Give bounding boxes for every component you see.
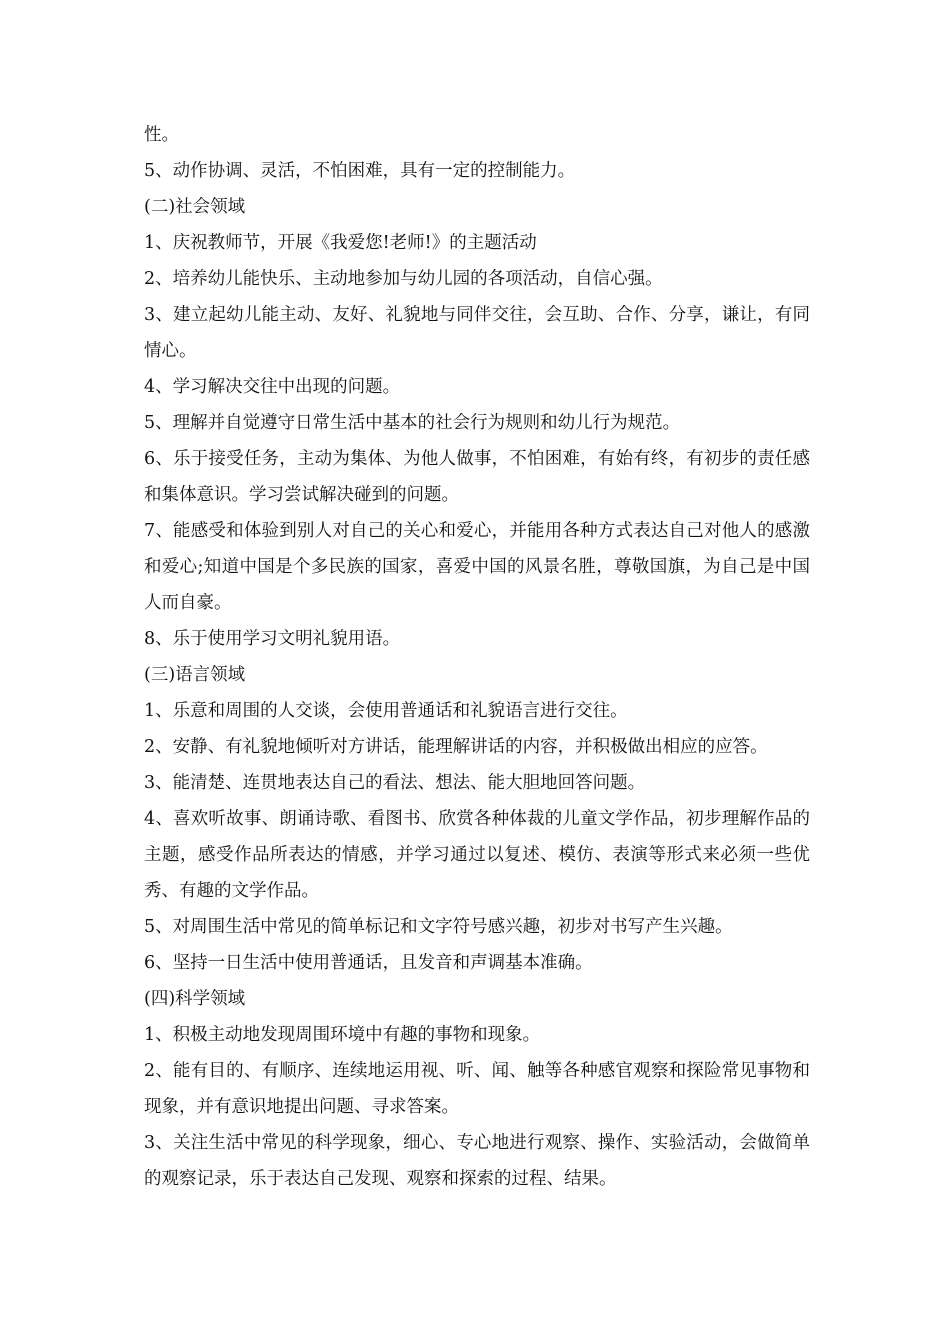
paragraph-item: 1、乐意和周围的人交谈，会使用普通话和礼貌语言进行交往。 [144,701,628,721]
paragraph-item: 7、能感受和体验到别人对自己的关心和爱心，并能用各种方式表达自己对他人的感激和爱心;知道中国是个多民族的国家，喜爱中国的风景名胜，尊敬国旗，为自己是中国人而自豪。 [144,521,810,613]
paragraph-item: 3、关注生活中常见的科学现象，细心、专心地进行观察、操作、实验活动，会做简单的观察记录，乐于表达自己发现、观察和探索的过程、结果。 [144,1133,810,1189]
document-body [144,117,810,1197]
paragraph-item: 3、能清楚、连贯地表达自己的看法、想法、能大胆地回答问题。 [144,773,646,793]
section-heading-language: (三)语言领域 [144,665,246,685]
section-heading-science: (四)科学领域 [144,989,246,1009]
paragraph-item: 5、动作协调、灵活，不怕困难，具有一定的控制能力。 [144,161,576,181]
paragraph-item: 2、能有目的、有顺序、连续地运用视、听、闻、触等各种感官观察和探险常见事物和现象，并有意识地提出问题、寻求答案。 [144,1061,810,1117]
paragraph-item: 2、安静、有礼貌地倾听对方讲话，能理解讲话的内容，并积极做出相应的应答。 [144,737,768,757]
paragraph-item: 6、坚持一日生活中使用普通话，且发音和声调基本准确。 [144,953,593,973]
section-heading-social: (二)社会领域 [144,197,246,217]
paragraph-item: 3、建立起幼儿能主动、友好、礼貌地与同伴交往，会互助、合作、分享，谦让，有同情心。 [144,305,810,361]
paragraph-item: 2、培养幼儿能快乐、主动地参加与幼儿园的各项活动，自信心强。 [144,269,663,289]
paragraph-item: 4、学习解决交往中出现的问题。 [144,377,401,397]
paragraph-item: 6、乐于接受任务，主动为集体、为他人做事，不怕困难，有始有终，有初步的责任感和集体意识。学习尝试解决碰到的问题。 [144,449,810,505]
paragraph-continuation: 性。 [144,125,179,145]
paragraph-item: 8、乐于使用学习文明礼貌用语。 [144,629,401,649]
paragraph-item: 1、积极主动地发现周围环境中有趣的事物和现象。 [144,1025,541,1045]
paragraph-item: 1、庆祝教师节，开展《我爱您!老师!》的主题活动 [144,233,537,253]
paragraph-item: 5、理解并自觉遵守日常生活中基本的社会行为规则和幼儿行为规范。 [144,413,681,433]
paragraph-item: 4、喜欢听故事、朗诵诗歌、看图书、欣赏各种体裁的儿童文学作品，初步理解作品的主题，感受作品所表达的情感，并学习通过以复述、模仿、表演等形式来必须一些优秀、有趣的文学作品。 [144,809,810,901]
paragraph-item: 5、对周围生活中常见的简单标记和文字符号感兴趣，初步对书写产生兴趣。 [144,917,733,937]
